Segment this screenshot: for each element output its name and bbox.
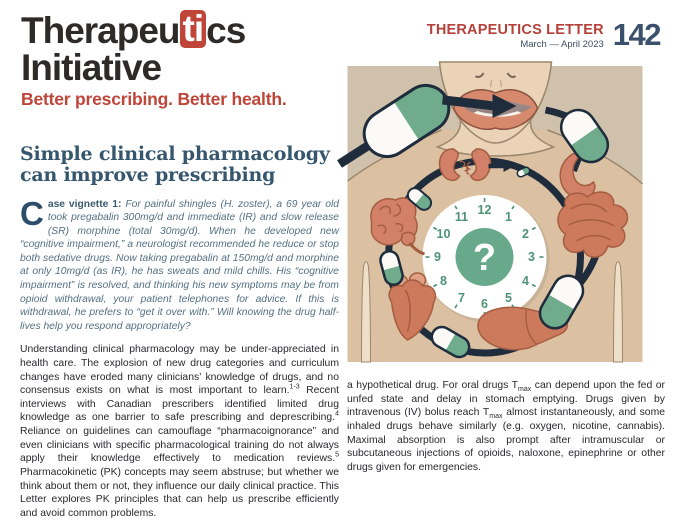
text-run: can depend upon the fed or unfed state and delay in stomach emptying. Drugs given by intravenous (IV) bolus reach T (347, 380, 665, 419)
question-mark: ? (472, 237, 497, 279)
svg-text:10: 10 (436, 227, 451, 241)
article-title: Simple clinical pharmacology can improve prescribing (20, 143, 330, 187)
reference-marker: 1-3 (289, 383, 300, 391)
logo-tagline: Better prescribing. Better health. (21, 89, 287, 110)
svg-text:2: 2 (522, 227, 529, 241)
pharmacokinetics-illustration (347, 66, 643, 362)
ti-logo (21, 8, 287, 110)
tmax-subscript: max (518, 386, 532, 394)
issue-date: March — April 2023 (520, 39, 604, 50)
tmax-subscript: max (489, 413, 503, 421)
text-run: almost instantaneously, and some inhaled drugs behave similarly (e.g. oxygen, nicotine, cannabis). Maximal absorption is also prompt after intramuscular or subcutaneous injections of opioids, naloxone, epinephrine or other drugs given for emergencies. (347, 407, 666, 473)
logo-text-suffix: cs (206, 10, 246, 51)
svg-text:6: 6 (481, 297, 488, 311)
newsletter-name: THERAPEUTICS LETTER (426, 22, 604, 38)
svg-text:1: 1 (505, 210, 512, 224)
paragraph-intro (20, 343, 339, 520)
text-run: Understanding clinical pharmacology may be under-appreciated in health care. The explosion of new drug categories and curriculum changes have eroded many clinicians’ knowledge of drugs, and no consensus exists on what is most important to learn. (20, 344, 339, 397)
svg-text:7: 7 (458, 291, 465, 305)
ti-pill-badge: ti (180, 10, 207, 48)
case-vignette (20, 194, 339, 334)
vignette-lead: ase vignette 1: (47, 198, 122, 210)
left-arm (362, 262, 371, 362)
svg-text:9: 9 (434, 250, 441, 264)
dropcap: C (20, 194, 44, 232)
text-run: Reliance on guidelines can camouflage “pharmacoignorance” and even clinicians with specific pharmacological training do not always apply their knowledge effectively to medication reviews. (20, 426, 339, 465)
issue-header (390, 17, 660, 52)
svg-text:8: 8 (440, 274, 447, 288)
svg-text:12: 12 (477, 203, 492, 217)
svg-text:11: 11 (454, 210, 469, 224)
svg-text:5: 5 (505, 291, 512, 305)
logo-text-prefix: Therapeu (21, 10, 180, 51)
issue-number: 142 (612, 17, 660, 52)
right-column (347, 66, 665, 474)
logo-word-therapeutics (21, 8, 286, 51)
right-arm (614, 262, 623, 362)
text-run: Recent interviews with Canadian prescribers identified limited drug knowledge as one barrier to safe prescribing and deprescribing. (20, 385, 340, 424)
half-life-clock (423, 195, 550, 322)
reference-marker: 5 (335, 451, 339, 459)
reference-marker: 4 (335, 410, 339, 418)
left-column (20, 144, 339, 520)
vignette-text: For painful shingles (H. zoster), a 69 year old took pregabalin 300mg/d and immediate (IR) and slow release (SR) morphine (total 30mg/d). When he developed new “cognitive impairment,” a neurologist recommended he reduce or stop both sedative drugs. Now taking pregabalin at 150mg/d and morphine at only 10mg/d (as IR), he has sweats and mild chills. His “cognitive impairment” is resolved, and thinking his new symptoms may be from opioid withdrawal, your patient telephones for advice. If this is withdrawal, he prefers to “get it over with.” Will knowing the drug half-lives help you respond appropriately? (20, 198, 339, 332)
issue-text (427, 22, 604, 50)
svg-text:4: 4 (522, 274, 529, 288)
text-run: a hypothetical drug. For oral drugs T (347, 380, 519, 391)
paragraph-absorption (347, 379, 665, 474)
svg-text:3: 3 (528, 250, 535, 264)
illustration-svg (347, 66, 643, 362)
logo-word-initiative: Initiative (21, 47, 162, 88)
text-run: Pharmacokinetic (PK) concepts may seem abstruse; but whether we think about them or not, they influence our daily clinical practice. This Letter explores PK principles that can help us prescribe efficiently and avoid common problems. (20, 466, 339, 519)
